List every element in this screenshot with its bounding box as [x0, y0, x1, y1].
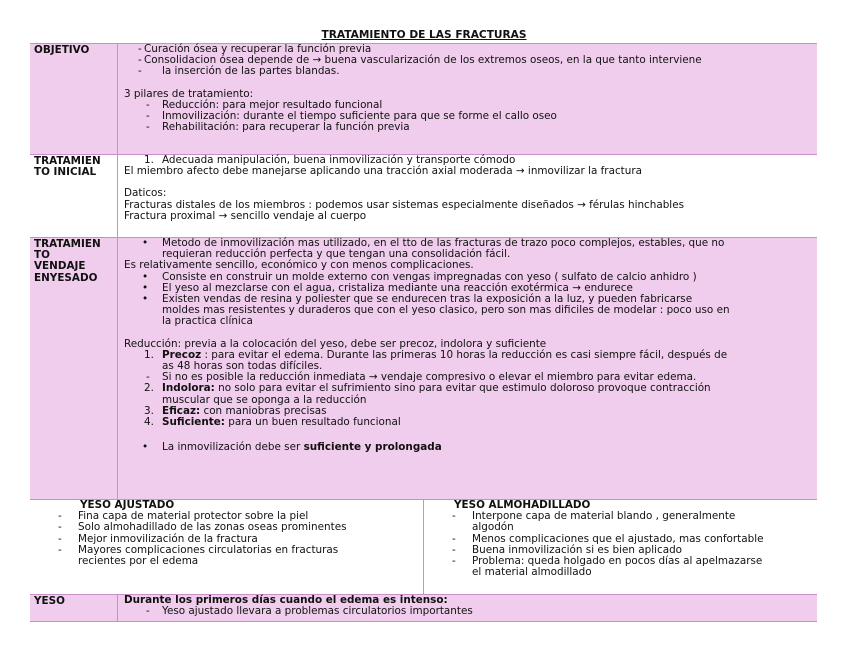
- daticos-text: Fracturas distales de los miembros : podemos usar sistemas especialmente diseñados → férulas hinchables: [124, 198, 685, 211]
- almohadillado-item: - Buena inmovilización si es bien aplicado: [428, 545, 813, 556]
- almohadillado-item-cont: algodón: [472, 521, 514, 534]
- ajustado-item: - Solo almohadillado de las zonas oseas prominentes: [34, 522, 419, 533]
- document-table: [30, 43, 817, 622]
- label-vendaje-enyesado: [30, 238, 118, 499]
- reduccion-item: [124, 350, 813, 361]
- yeso-ajustado-heading: YESO AJUSTADO: [80, 499, 175, 511]
- objetivo-item: - Curación ósea y recuperar la función previa: [124, 44, 813, 55]
- pilar-item: - Inmovilización: durante el tiempo suficiente para que se forme el callo oseo: [124, 111, 813, 122]
- label-tratamiento-inicial: [30, 155, 118, 237]
- vendaje-text: Es relativamente sencillo, económico y con menos complicaciones.: [124, 259, 474, 272]
- reduccion-item-text: con maniobras precisas: [200, 404, 327, 417]
- inicial-text: El miembro afecto debe manejarse aplicando una tracción axial moderada → inmovilizar la fractura: [124, 165, 642, 178]
- vendaje-bullet-cont: moldes mas resistentes y duraderos que con el yeso clasico, pero son mas dificiles de modelar : poco uso en: [162, 304, 730, 317]
- reduccion-item-bold: Suficiente:: [162, 416, 225, 429]
- reduccion-item-cont: as 48 horas son todas difíciles.: [162, 360, 323, 373]
- inicial-item-text: Adecuada manipulación, buena inmovilización y transporte cómodo: [162, 154, 516, 166]
- reduccion-item-text: no solo para evitar el sufrimiento sino para evitar que estimulo doloroso provoque contracción: [214, 382, 711, 395]
- yeso-heading: Durante los primeros días cuando el edema es intenso:: [124, 594, 448, 606]
- number-marker: 2.: [144, 382, 154, 395]
- yeso-almohadillado-heading: YESO ALMOHADILLADO: [454, 499, 591, 511]
- pilar-item: - Reducción: para mejor resultado funcional: [124, 100, 813, 111]
- number-marker: 1.: [144, 348, 154, 361]
- row-vendaje-enyesado: [30, 237, 817, 499]
- reduccion-item: [124, 417, 813, 428]
- label-line: TRATAMIEN: [34, 155, 101, 167]
- reduccion-item-cont: muscular que se oponga a la reducción: [162, 393, 367, 406]
- col-yeso-ajustado: [30, 500, 424, 594]
- pilares-heading: 3 pilares de tratamiento:: [124, 87, 254, 100]
- almohadillado-item-cont: el material almodillado: [472, 566, 592, 579]
- label-line: TRATAMIEN: [34, 238, 101, 250]
- page-title: TRATAMIENTO DE LAS FRACTURAS: [321, 29, 527, 41]
- label-line: ENYESADO: [34, 271, 98, 284]
- almohadillado-item: - Problema: queda holgado en pocos días al apelmazarse: [428, 556, 813, 567]
- vendaje-bullet: • Metodo de inmovilización mas utilizado, en el tto de las fracturas de trazo poco complejos, estables, que no: [124, 238, 813, 249]
- col-yeso-almohadillado: [424, 500, 817, 594]
- vendaje-bullet-cont: requieran reducción perfecta y que tengan una consolidación fácil.: [162, 248, 511, 261]
- reduccion-item-bold: Indolora:: [162, 382, 215, 395]
- label-line: VENDAJE: [34, 260, 86, 273]
- content-yeso: [118, 595, 817, 621]
- pilar-item: - Rehabilitación: para recuperar la función previa: [124, 122, 813, 133]
- yeso-item: - Yeso ajustado llevara a problemas circulatorios importantes: [124, 606, 813, 617]
- ajustado-item-cont: recientes por el edema: [78, 555, 199, 568]
- almohadillado-item: - Interpone capa de material blando , generalmente: [428, 511, 813, 522]
- reduccion-item: [124, 383, 813, 394]
- row-yeso-types: [30, 499, 817, 594]
- inicial-item: [124, 155, 813, 166]
- daticos-heading: Daticos:: [124, 187, 167, 200]
- label-objetivo: OBJETIVO: [30, 44, 118, 154]
- vendaje-bullet-bold: suficiente y prolongada: [303, 441, 442, 454]
- objetivo-item-cont: [124, 66, 813, 77]
- row-yeso: [30, 594, 817, 622]
- reduccion-heading: Reducción: previa a la colocación del yeso, debe ser precoz, indolora y suficiente: [124, 337, 547, 350]
- content-vendaje-enyesado: [118, 238, 817, 499]
- reduccion-item-bold: Eficaz:: [162, 404, 201, 417]
- content-objetivo: [118, 44, 817, 154]
- reduccion-item-bold: Precoz: [162, 348, 202, 361]
- reduccion-item-text: para un buen resultado funcional: [224, 416, 401, 429]
- vendaje-bullet-cont: la practica clínica: [162, 315, 253, 328]
- label-yeso: YESO: [30, 595, 118, 621]
- number-marker: 4.: [144, 416, 154, 429]
- vendaje-bullet: • Existen vendas de resina y poliester que se endurecen tras la exposición a la luz, y pueden fabricarse: [124, 294, 813, 305]
- objetivo-item-cont-text: la inserción de las partes blandas.: [162, 65, 340, 78]
- label-line: TO: [34, 249, 50, 262]
- content-tratamiento-inicial: [118, 155, 817, 237]
- number-marker: 1.: [144, 154, 154, 166]
- vendaje-bullet: • Consiste en construir un molde externo con vengas impregnadas con yeso ( sulfato de calcio anhidro ): [124, 272, 813, 283]
- vendaje-bullet: [124, 442, 813, 453]
- vendaje-bullet: • El yeso al mezclarse con el agua, cristaliza mediante una reacción exotérmica → endurece: [124, 283, 813, 294]
- ajustado-item: - Fina capa de material protector sobre la piel: [34, 511, 419, 522]
- daticos-text: Fractura proximal → sencillo vendaje al cuerpo: [124, 209, 367, 222]
- ajustado-item: - Mejor inmovilización de la fractura: [34, 534, 419, 545]
- reduccion-subitem: - Si no es posible la reducción inmediata → vendaje compresivo o elevar el miembro para evitar edema.: [124, 372, 813, 383]
- number-marker: 3.: [144, 404, 154, 417]
- almohadillado-item: - Menos complicaciones que el ajustado, mas confortable: [428, 534, 813, 545]
- vendaje-bullet-text: La inmovilización debe ser: [162, 441, 304, 454]
- ajustado-item: - Mayores complicaciones circulatorias en fracturas: [34, 545, 419, 556]
- row-tratamiento-inicial: [30, 154, 817, 237]
- row-objetivo: [30, 43, 817, 154]
- objetivo-item: - Consolidacion ósea depende de → buena vascularización de los extremos oseos, en la que tanto interviene: [124, 55, 813, 66]
- reduccion-item-text: : para evitar el edema. Durante las primeras 10 horas la reducción es casi siempre fácil, después de: [201, 348, 728, 361]
- label-line: TO INICIAL: [34, 166, 97, 179]
